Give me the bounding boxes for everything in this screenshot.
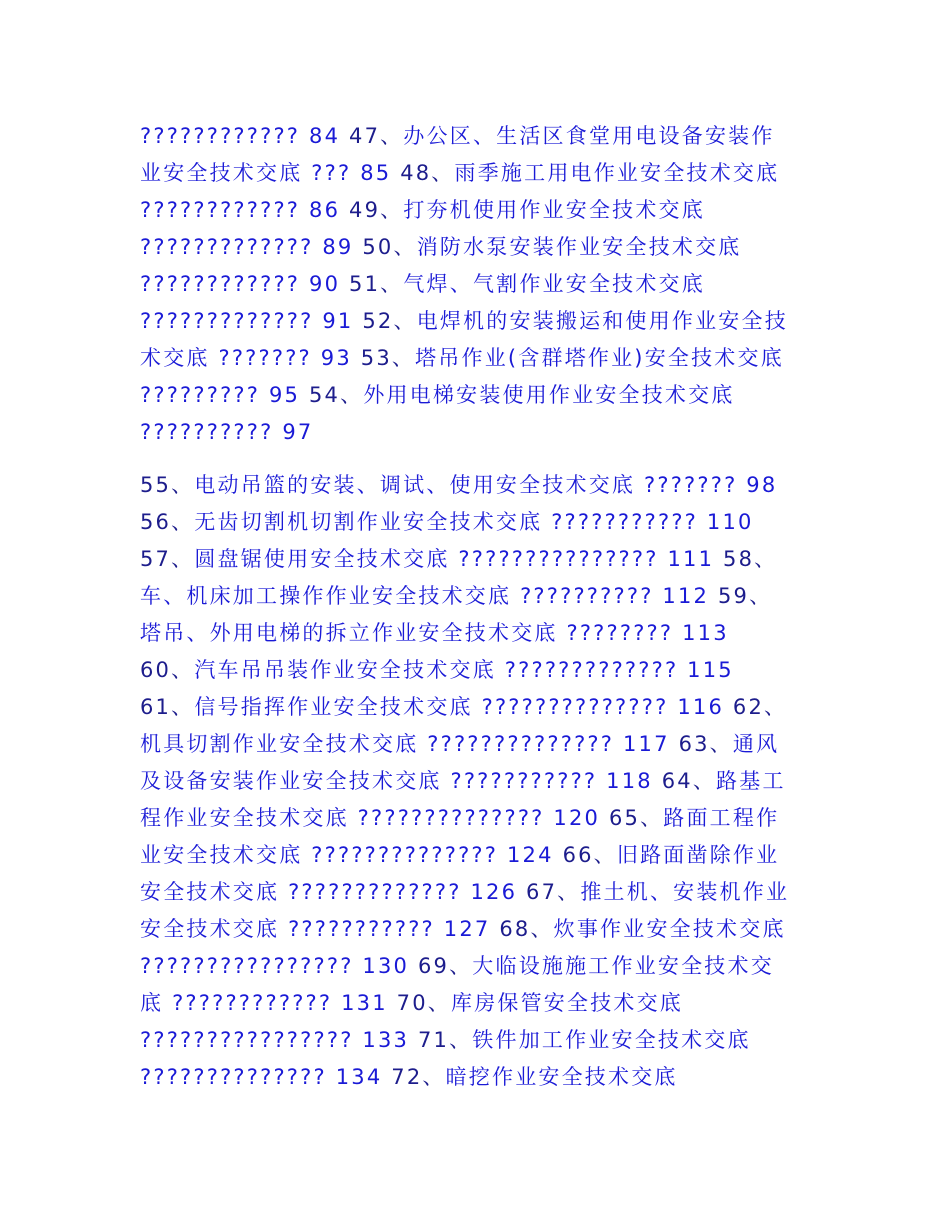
toc-entry-number: 50、 [353, 235, 417, 259]
toc-entry-number: 52、 [353, 309, 417, 333]
toc-line [140, 911, 820, 948]
toc-entry-number: 64、 [652, 769, 717, 793]
toc-entry-link[interactable]: 大临设施施工作业安全技术交 [472, 954, 774, 978]
toc-entry-number: 62、 [724, 695, 788, 719]
toc-line [140, 948, 820, 985]
toc-entry-link[interactable]: 业安全技术交底 ??? 85 [140, 161, 392, 185]
toc-entry-link[interactable]: 打夯机使用作业安全技术交底 [403, 198, 705, 222]
toc-entry-link[interactable]: 术交底 ??????? 93 [140, 346, 352, 370]
toc-entry-link[interactable]: ???????????????? 130 [140, 954, 410, 978]
toc-entry-link[interactable]: 炊事作业安全技术交底 [553, 917, 786, 941]
toc-entry-number: 63、 [669, 732, 733, 756]
toc-entry-link[interactable]: 机具切割作业安全技术交底 ?????????????? 117 [140, 732, 670, 756]
toc-line [140, 578, 820, 615]
toc-entry-number: 67、 [517, 880, 581, 904]
toc-entry-number: 55、 [140, 473, 195, 497]
toc-entry-link[interactable]: 安全技术交底 ????????????? 126 [140, 880, 518, 904]
toc-entry-number: 70、 [387, 991, 451, 1015]
toc-entry-link[interactable]: 暗挖作业安全技术交底 [445, 1065, 678, 1089]
toc-entry-link[interactable]: 电动吊篮的安装、调试、使用安全技术交底 ??????? 98 [194, 473, 778, 497]
toc-line [140, 504, 820, 541]
toc-entry-link[interactable]: 圆盘锯使用安全技术交底 ??????????????? 111 [194, 547, 715, 571]
toc-entry-link[interactable]: ???????????? 90 [140, 272, 341, 296]
toc-entry-number: 53、 [351, 346, 416, 370]
toc-paragraph-1 [140, 118, 820, 451]
toc-entry-link[interactable]: 电焊机的安装搬运和使用作业安全技 [416, 309, 788, 333]
toc-entry-link[interactable]: 旧路面凿除作业 [616, 843, 780, 867]
toc-entry-link[interactable]: 铁件加工作业安全技术交底 [472, 1028, 751, 1052]
toc-entry-link[interactable]: ?????????? 97 [140, 420, 314, 444]
toc-entry-link[interactable]: 安全技术交底 ??????????? 127 [140, 917, 491, 941]
toc-line [140, 541, 820, 578]
toc-entry-link[interactable]: ?????????????? 134 [140, 1065, 383, 1089]
toc-line [140, 1059, 820, 1096]
toc-line [140, 837, 820, 874]
toc-entry-link[interactable]: 雨季施工用电作业安全技术交底 [454, 161, 780, 185]
toc-entry-link[interactable]: ????????????? 91 [140, 309, 354, 333]
toc-paragraph-2 [140, 467, 820, 1096]
toc-line [140, 615, 820, 652]
toc-entry-link[interactable]: 无齿切割机切割作业安全技术交底 ??????????? 110 [194, 510, 754, 534]
toc-entry-link[interactable]: 信号指挥作业安全技术交底 ?????????????? 116 [194, 695, 725, 719]
toc-line [140, 800, 820, 837]
toc-line [140, 377, 820, 414]
toc-entry-link[interactable]: 业安全技术交底 ?????????????? 124 [140, 843, 554, 867]
toc-entry-link[interactable]: 程作业安全技术交底 ?????????????? 120 [140, 806, 601, 830]
toc-line [140, 266, 820, 303]
toc-entry-number: 71、 [409, 1028, 473, 1052]
toc-entry-number: 60、 [140, 658, 195, 682]
toc-entry-number: 47、 [340, 124, 404, 148]
toc-line [140, 340, 820, 377]
toc-entry-link[interactable]: 底 ???????????? 131 [140, 991, 388, 1015]
toc-line [140, 689, 820, 726]
toc-line [140, 874, 820, 911]
toc-entry-link[interactable]: 气焊、气割作业安全技术交底 [403, 272, 705, 296]
toc-entry-link[interactable]: ???????????? 84 [140, 124, 341, 148]
toc-entry-link[interactable]: 汽车吊吊装作业安全技术交底 ????????????? 115 [194, 658, 734, 682]
toc-entry-number: 65、 [600, 806, 664, 830]
toc-entry-number: 66、 [553, 843, 617, 867]
toc-entry-number: 61、 [140, 695, 195, 719]
toc-line [140, 303, 820, 340]
toc-entry-number: 59、 [709, 584, 773, 608]
toc-line [140, 467, 820, 504]
toc-entry-link[interactable]: 通风 [732, 732, 780, 756]
toc-entry-number: 51、 [340, 272, 404, 296]
toc-entry-link[interactable]: 办公区、生活区食堂用电设备安装作 [403, 124, 775, 148]
toc-entry-link[interactable]: 塔吊作业(含群塔作业)安全技术交底 [415, 346, 784, 370]
toc-line [140, 229, 820, 266]
toc-entry-number: 49、 [340, 198, 404, 222]
toc-entry-link[interactable]: 车、机床加工操作作业安全技术交底 ?????????? 112 [140, 584, 710, 608]
toc-entry-link[interactable]: 外用电梯安装使用作业安全技术交底 [363, 383, 735, 407]
toc-entry-number: 69、 [409, 954, 473, 978]
toc-entry-link[interactable]: 及设备安装作业安全技术交底 ??????????? 118 [140, 769, 653, 793]
toc-line [140, 652, 820, 689]
toc-entry-link[interactable]: ????????? 95 [140, 383, 301, 407]
toc-entry-number: 54、 [300, 383, 364, 407]
toc-entry-link[interactable]: 消防水泵安装作业安全技术交底 [416, 235, 742, 259]
toc-line [140, 414, 820, 451]
toc-entry-number: 68、 [490, 917, 554, 941]
toc-line [140, 763, 820, 800]
toc-entry-link[interactable]: 路基工 [716, 769, 786, 793]
toc-entry-number: 57、 [140, 547, 195, 571]
toc-entry-link[interactable]: ????????????? 89 [140, 235, 354, 259]
toc-line [140, 192, 820, 229]
toc-line [140, 1022, 820, 1059]
toc-line [140, 155, 820, 192]
toc-line [140, 726, 820, 763]
toc-entry-link[interactable]: 路面工程作 [663, 806, 780, 830]
toc-entry-link[interactable]: ???????????? 86 [140, 198, 341, 222]
toc-entry-number: 58、 [714, 547, 778, 571]
toc-entry-link[interactable]: 库房保管安全技术交底 [451, 991, 683, 1015]
toc-line [140, 118, 820, 155]
toc-entry-number: 48、 [391, 161, 455, 185]
toc-entry-link[interactable]: 推土机、安装机作业 [580, 880, 790, 904]
toc-entry-link[interactable]: 塔吊、外用电梯的拆立作业安全技术交底 ???????? 113 [140, 621, 729, 645]
toc-line [140, 985, 820, 1022]
toc-entry-link[interactable]: ???????????????? 133 [140, 1028, 410, 1052]
toc-entry-number: 72、 [382, 1065, 446, 1089]
toc-entry-number: 56、 [140, 510, 195, 534]
